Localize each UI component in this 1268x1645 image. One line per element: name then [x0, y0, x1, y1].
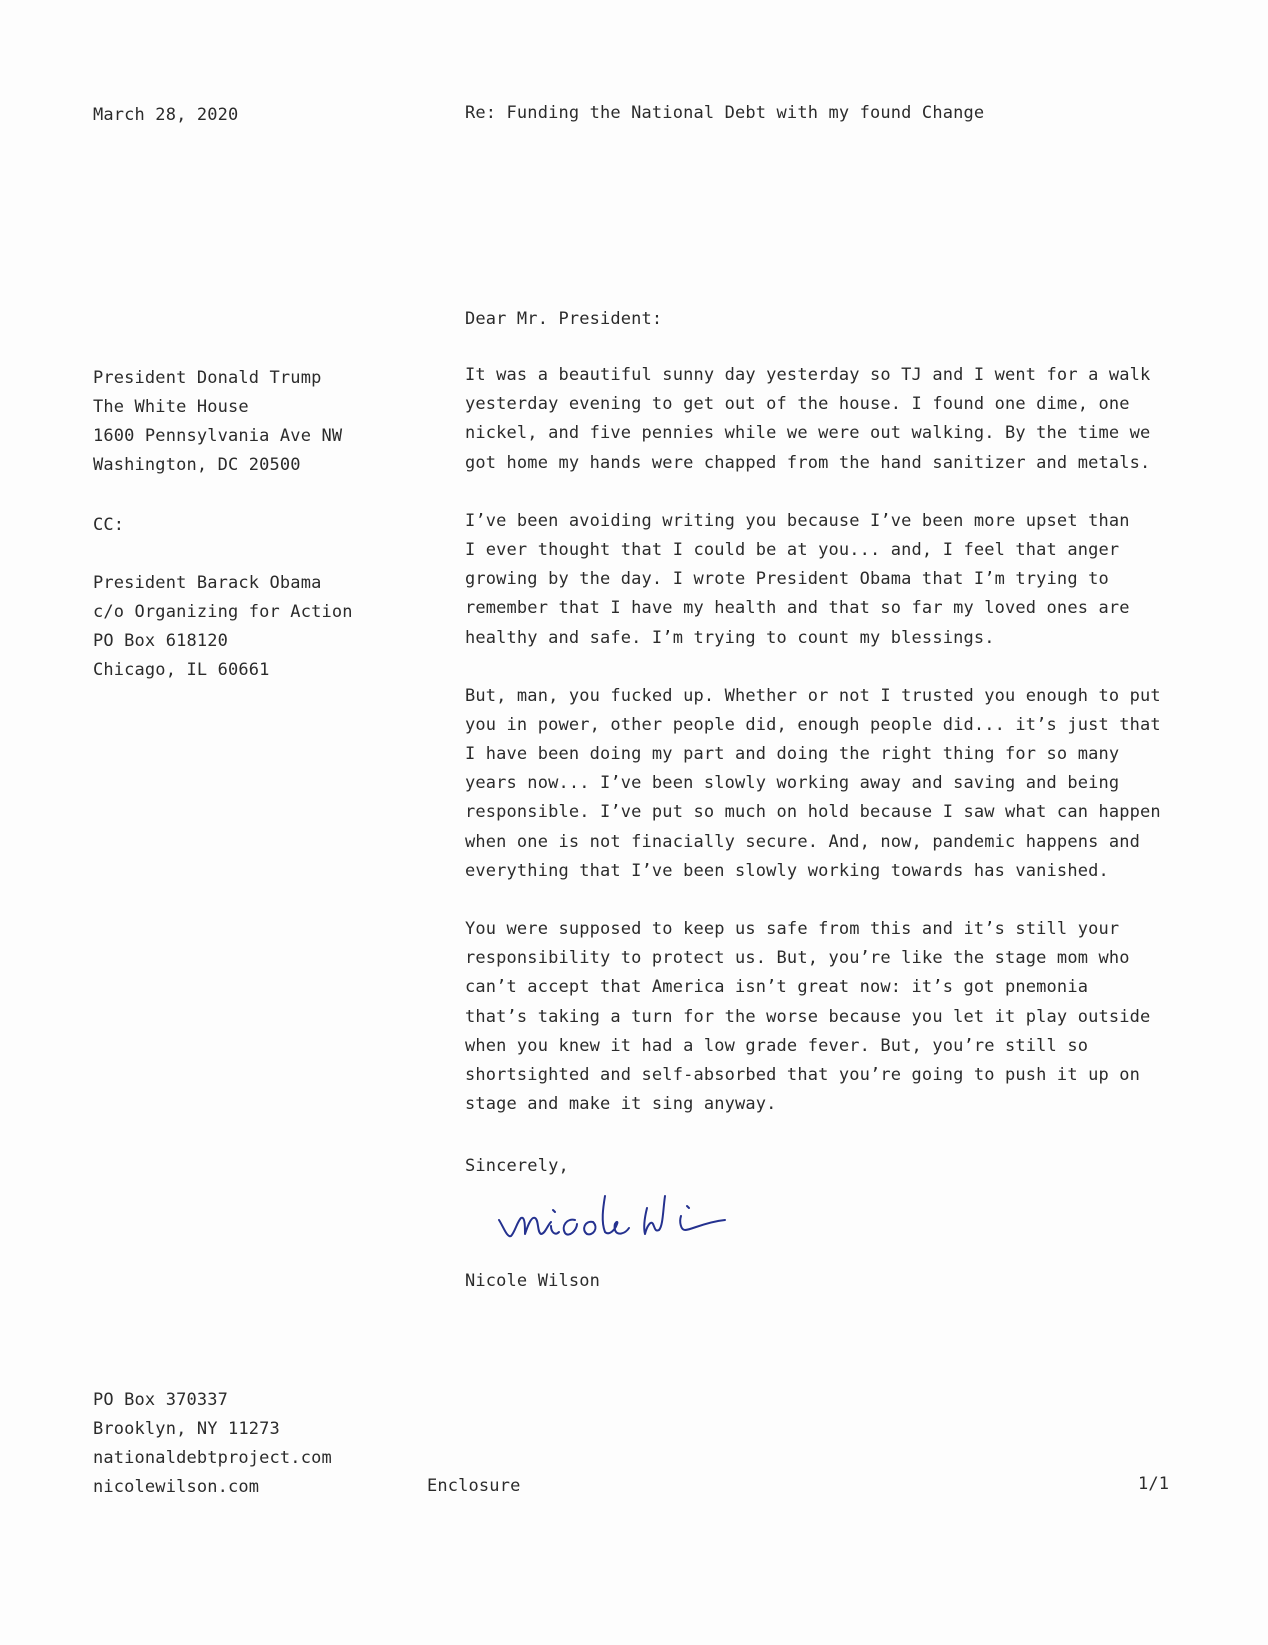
recipient-name: President Donald Trump	[93, 368, 322, 388]
body-line: I’ve been avoiding writing you because I’ve been more upset than	[465, 510, 1130, 531]
body-line: yesterday evening to get out of the house. I found one dime, one	[465, 394, 1130, 415]
closing-text: Sincerely,	[465, 1156, 569, 1176]
signature-image	[495, 1186, 755, 1256]
body-paragraph-2	[465, 507, 1185, 653]
signer-name	[465, 1267, 600, 1296]
body-line: got home my hands were chapped from the hand sanitizer and metals.	[465, 452, 1151, 473]
recipient-line-1: The White House	[93, 397, 249, 417]
letter-closing	[465, 1152, 569, 1181]
cc-recipient-line-3: Chicago, IL 60661	[93, 660, 270, 680]
salutation-text: Dear Mr. President:	[465, 309, 663, 329]
recipient-line-3: Washington, DC 20500	[93, 455, 301, 475]
sender-line-2: Brooklyn, NY 11273	[93, 1419, 280, 1439]
sender-line-4: nicolewilson.com	[93, 1477, 260, 1497]
cc-recipient-line-2: PO Box 618120	[93, 631, 229, 651]
signer-text: Nicole Wilson	[465, 1271, 601, 1291]
cc-recipient-name: President Barack Obama	[93, 573, 322, 593]
page-number	[1138, 1470, 1169, 1499]
cc-recipient-address	[93, 569, 353, 685]
date-text: March 28, 2020	[93, 105, 239, 125]
body-paragraph-4	[465, 915, 1185, 1119]
body-line: can’t accept that America isn’t great now: it’s got pnemonia	[465, 977, 1089, 998]
body-line: that’s taking a turn for the worse because you let it play outside	[465, 1006, 1151, 1027]
letter-body	[465, 361, 1185, 1148]
body-line: healthy and safe. I’m trying to count my blessings.	[465, 627, 995, 648]
letter-salutation	[465, 305, 662, 334]
body-line: nickel, and five pennies while we were out walking. By the time we	[465, 423, 1151, 444]
body-line: when one is not finacially secure. And, now, pandemic happens and	[465, 831, 1141, 852]
body-paragraph-3	[465, 682, 1185, 886]
body-line: when you knew it had a low grade fever. But, you’re still so	[465, 1035, 1089, 1056]
body-line: shortsighted and self-absorbed that you’re going to push it up on	[465, 1064, 1141, 1085]
sender-line-1: PO Box 370337	[93, 1390, 229, 1410]
handwritten-signature	[495, 1186, 755, 1260]
body-line: years now... I’ve been slowly working away and saving and being	[465, 773, 1120, 794]
sender-address	[93, 1386, 332, 1502]
cc-label	[93, 511, 124, 540]
body-line: growing by the day. I wrote President Obama that I’m trying to	[465, 569, 1109, 590]
cc-recipient-line-1: c/o Organizing for Action	[93, 602, 353, 622]
body-line: responsible. I’ve put so much on hold because I saw what can happen	[465, 802, 1161, 823]
body-line: You were supposed to keep us safe from this and it’s still your	[465, 919, 1120, 939]
body-line: I have been doing my part and doing the right thing for so many	[465, 744, 1120, 765]
body-line: everything that I’ve been slowly working towards has vanished.	[465, 860, 1109, 881]
enclosure-note	[427, 1472, 520, 1501]
body-line: stage and make it sing anyway.	[465, 1094, 777, 1115]
body-paragraph-1	[465, 361, 1185, 478]
body-line: I ever thought that I could be at you... and, I feel that anger	[465, 539, 1120, 560]
body-line: But, man, you fucked up. Whether or not I trusted you enough to put	[465, 685, 1161, 706]
sender-line-3: nationaldebtproject.com	[93, 1448, 332, 1468]
enclosure-text: Enclosure	[427, 1476, 521, 1496]
letter-subject	[465, 99, 984, 128]
recipient-address	[93, 364, 342, 480]
recipient-line-2: 1600 Pennsylvania Ave NW	[93, 426, 343, 446]
page-number-text: 1/1	[1138, 1474, 1170, 1494]
body-line: responsibility to protect us. But, you’re like the stage mom who	[465, 948, 1130, 969]
letter-date	[93, 101, 238, 130]
body-line: remember that I have my health and that so far my loved ones are	[465, 598, 1130, 619]
body-line: you in power, other people did, enough people did... it’s just that	[465, 714, 1161, 735]
body-line: It was a beautiful sunny day yesterday so TJ and I went for a walk	[465, 365, 1151, 385]
cc-label-text: CC:	[93, 515, 125, 535]
subject-text: Re: Funding the National Debt with my found Change	[465, 103, 985, 123]
